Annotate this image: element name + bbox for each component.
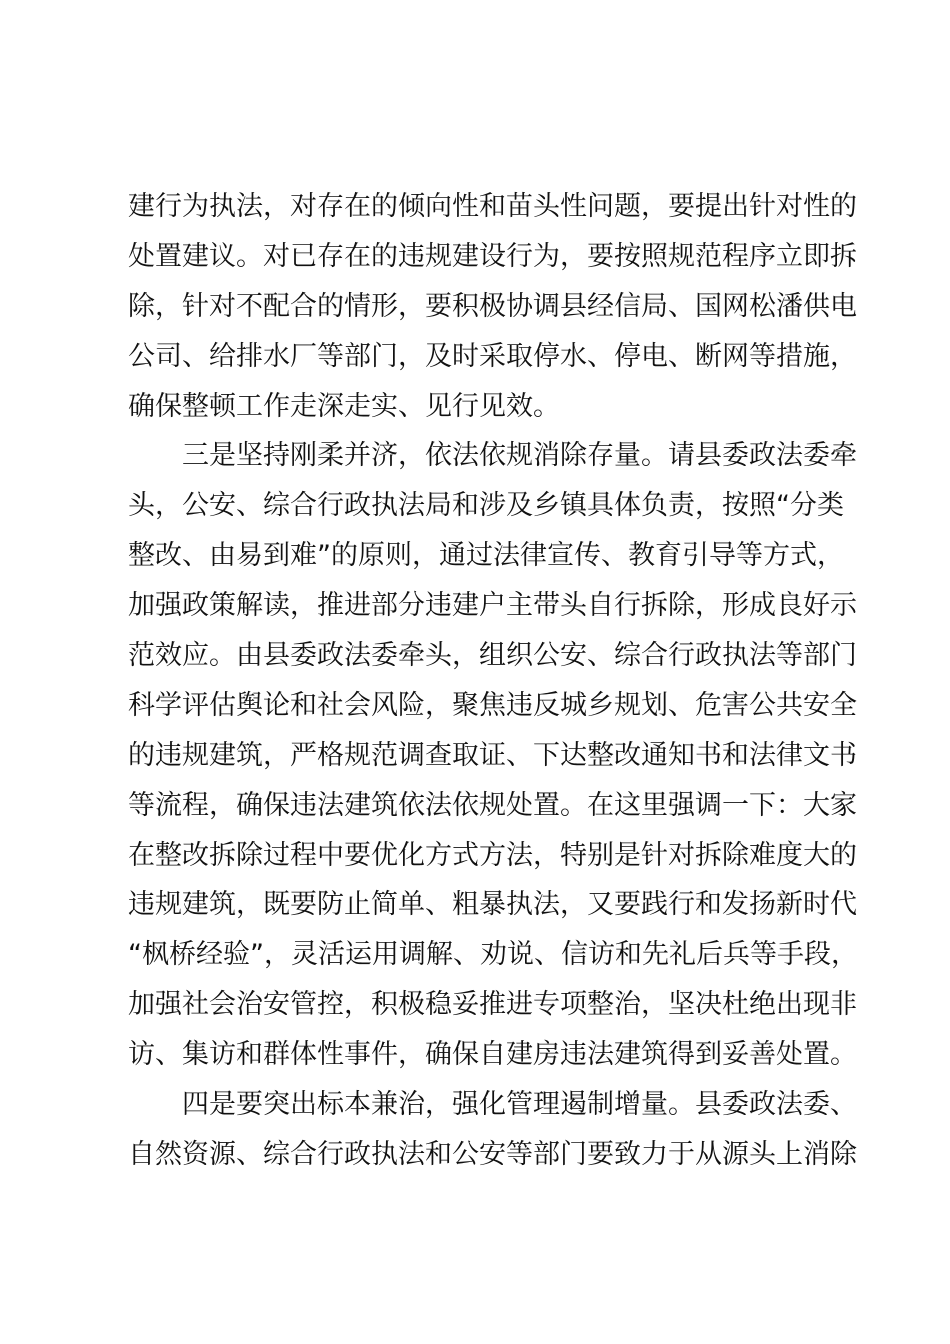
text-line: 在整改拆除过程中要优化方式方法，特别是针对拆除难度大的	[128, 839, 857, 871]
text-line: 确保整顿工作走深走实、见行见效。	[128, 390, 560, 422]
text-line: 自然资源、综合行政执法和公安等部门要致力于从源头上消除	[128, 1138, 857, 1170]
paragraph-start-line: 三是坚持刚柔并济，依法依规消除存量。请县委政法委牵	[182, 440, 857, 472]
text-line: 科学评估舆论和社会风险，聚焦违反城乡规划、危害公共安全	[128, 689, 857, 721]
text-line: 头，公安、综合行政执法局和涉及乡镇具体负责，按照“分类	[128, 490, 844, 522]
text-line: 的违规建筑，严格规范调查取证、下达整改通知书和法律文书	[128, 739, 857, 771]
text-line: 访、集访和群体性事件，确保自建房违法建筑得到妥善处置。	[128, 1039, 857, 1071]
paragraph-start-line: 四是要突出标本兼治，强化管理遏制增量。县委政法委、	[182, 1089, 857, 1121]
text-line: 公司、给排水厂等部门，及时采取停水、停电、断网等措施，	[128, 340, 857, 372]
text-line: “枫桥经验”，灵活运用调解、劝说、信访和先礼后兵等手段，	[128, 939, 858, 971]
document-body	[128, 182, 858, 1180]
text-line: 等流程，确保违法建筑依法依规处置。在这里强调一下：大家	[128, 789, 857, 821]
text-line: 除，针对不配合的情形，要积极协调县经信局、国网松潘供电	[128, 290, 857, 322]
text-line: 加强政策解读，推进部分违建户主带头自行拆除，形成良好示	[128, 590, 857, 622]
text-line: 整改、由易到难”的原则，通过法律宣传、教育引导等方式，	[128, 540, 844, 572]
text-line: 范效应。由县委政法委牵头，组织公安、综合行政执法等部门	[128, 640, 857, 672]
text-line: 处置建议。对已存在的违规建设行为，要按照规范程序立即拆	[128, 240, 857, 272]
text-line: 加强社会治安管控，积极稳妥推进专项整治，坚决杜绝出现非	[128, 989, 857, 1021]
text-line: 违规建筑，既要防止简单、粗暴执法，又要践行和发扬新时代	[128, 889, 857, 921]
text-line: 建行为执法，对存在的倾向性和苗头性问题，要提出针对性的	[128, 191, 857, 222]
